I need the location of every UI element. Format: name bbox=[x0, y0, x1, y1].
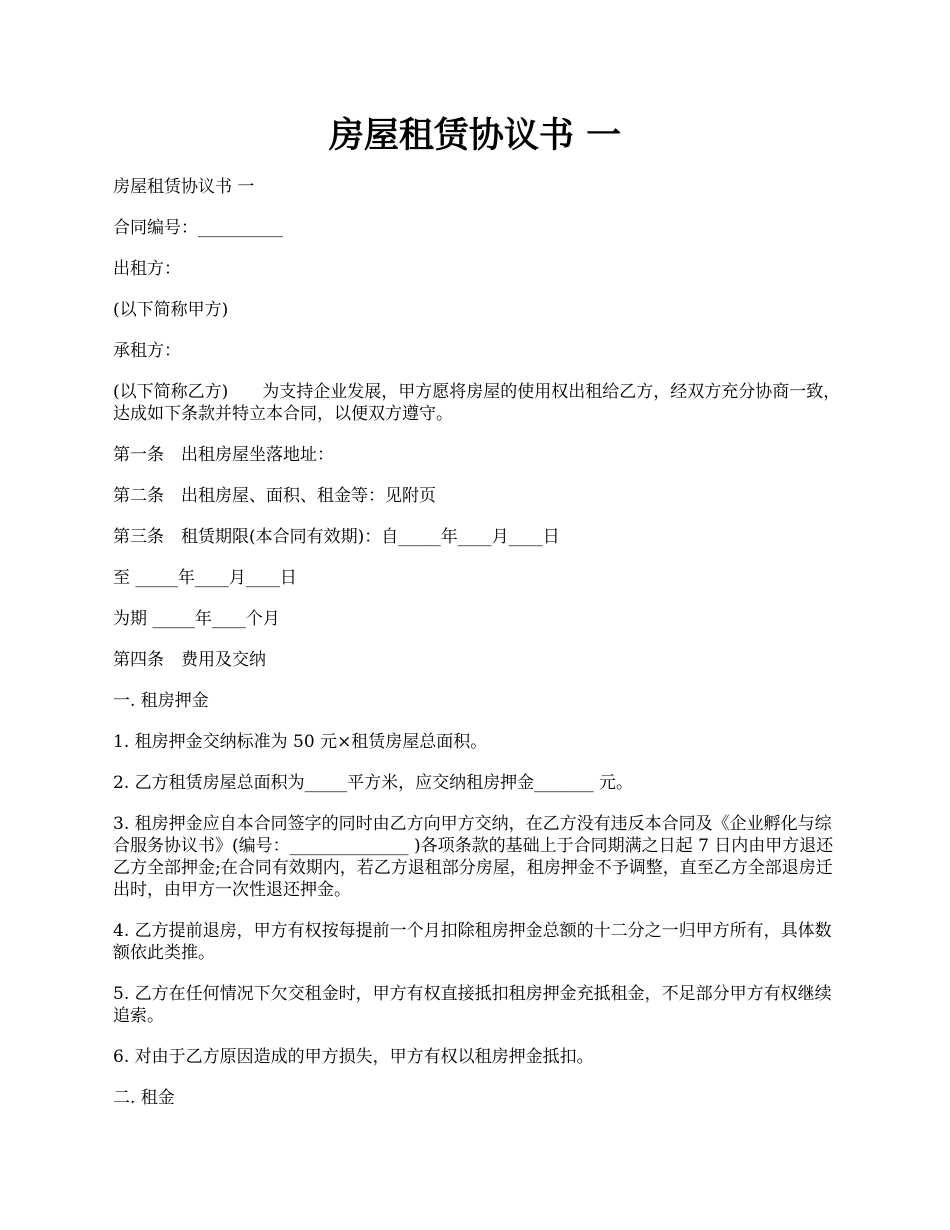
paragraph-deposit-item-2: 2. 乙方租赁房屋总面积为_____平方米，应交纳租房押金_______ 元。 bbox=[113, 773, 634, 793]
paragraph-subtitle: 房屋租赁协议书 一 bbox=[113, 177, 255, 197]
paragraph-deposit-item-3: 3. 租房押金应自本合同签字的同时由乙方向甲方交纳，在乙方没有违反本合同及《企业孵化与综合服务协议书》(编号：______________ )各项条款的基础上于合同期满之日起 7 日内由甲方退还乙方全部押金;在合同有效期内，若乙方退租部分房屋，租房押金不予调整，直至乙方全部退房迁出时，由甲方一次性退还押金。 bbox=[113, 814, 834, 900]
paragraph-term-length: 为期 _____年____个月 bbox=[113, 609, 280, 629]
paragraph-party-b-intro: (以下简称乙方) 为支持企业发展，甲方愿将房屋的使用权出租给乙方，经双方充分协商一致，达成如下条款并特立本合同，以便双方遵守。 bbox=[113, 382, 841, 424]
paragraph-article-1: 第一条 出租房屋坐落地址： bbox=[113, 445, 334, 465]
paragraph-article-2: 第二条 出租房屋、面积、租金等：见附页 bbox=[113, 486, 436, 506]
paragraph-deposit-item-5: 5. 乙方在任何情况下欠交租金时，甲方有权直接抵扣租房押金充抵租金，不足部分甲方有权继续追索。 bbox=[113, 984, 832, 1026]
paragraph-deposit-item-1: 1. 租房押金交纳标准为 50 元×租赁房屋总面积。 bbox=[113, 732, 488, 752]
document-body bbox=[113, 176, 843, 1128]
paragraph-deposit-heading: 一. 租房押金 bbox=[113, 691, 209, 711]
paragraph-rent-heading: 二. 租金 bbox=[113, 1088, 175, 1108]
paragraph-contract-number: 合同编号：__________ bbox=[113, 218, 283, 238]
paragraph-article-4: 第四条 费用及交纳 bbox=[113, 650, 266, 670]
paragraph-lessor: 出租方： bbox=[113, 259, 181, 279]
paragraph-deposit-item-6: 6. 对由于乙方原因造成的甲方损失，甲方有权以租房押金抵扣。 bbox=[113, 1047, 594, 1067]
paragraph-lessee: 承租方： bbox=[113, 341, 181, 361]
paragraph-deposit-item-4: 4. 乙方提前退房，甲方有权按每提前一个月扣除租房押金总额的十二分之一归甲方所有，具体数额依此类推。 bbox=[113, 921, 832, 963]
paragraph-party-a-note: (以下简称甲方) bbox=[113, 300, 229, 320]
paragraph-term-end: 至 _____年____月____日 bbox=[113, 568, 297, 588]
document-title: 房屋租赁协议书 一 bbox=[328, 115, 622, 156]
paragraph-article-3: 第三条 租赁期限(本合同有效期)：自_____年____月____日 bbox=[113, 527, 560, 547]
